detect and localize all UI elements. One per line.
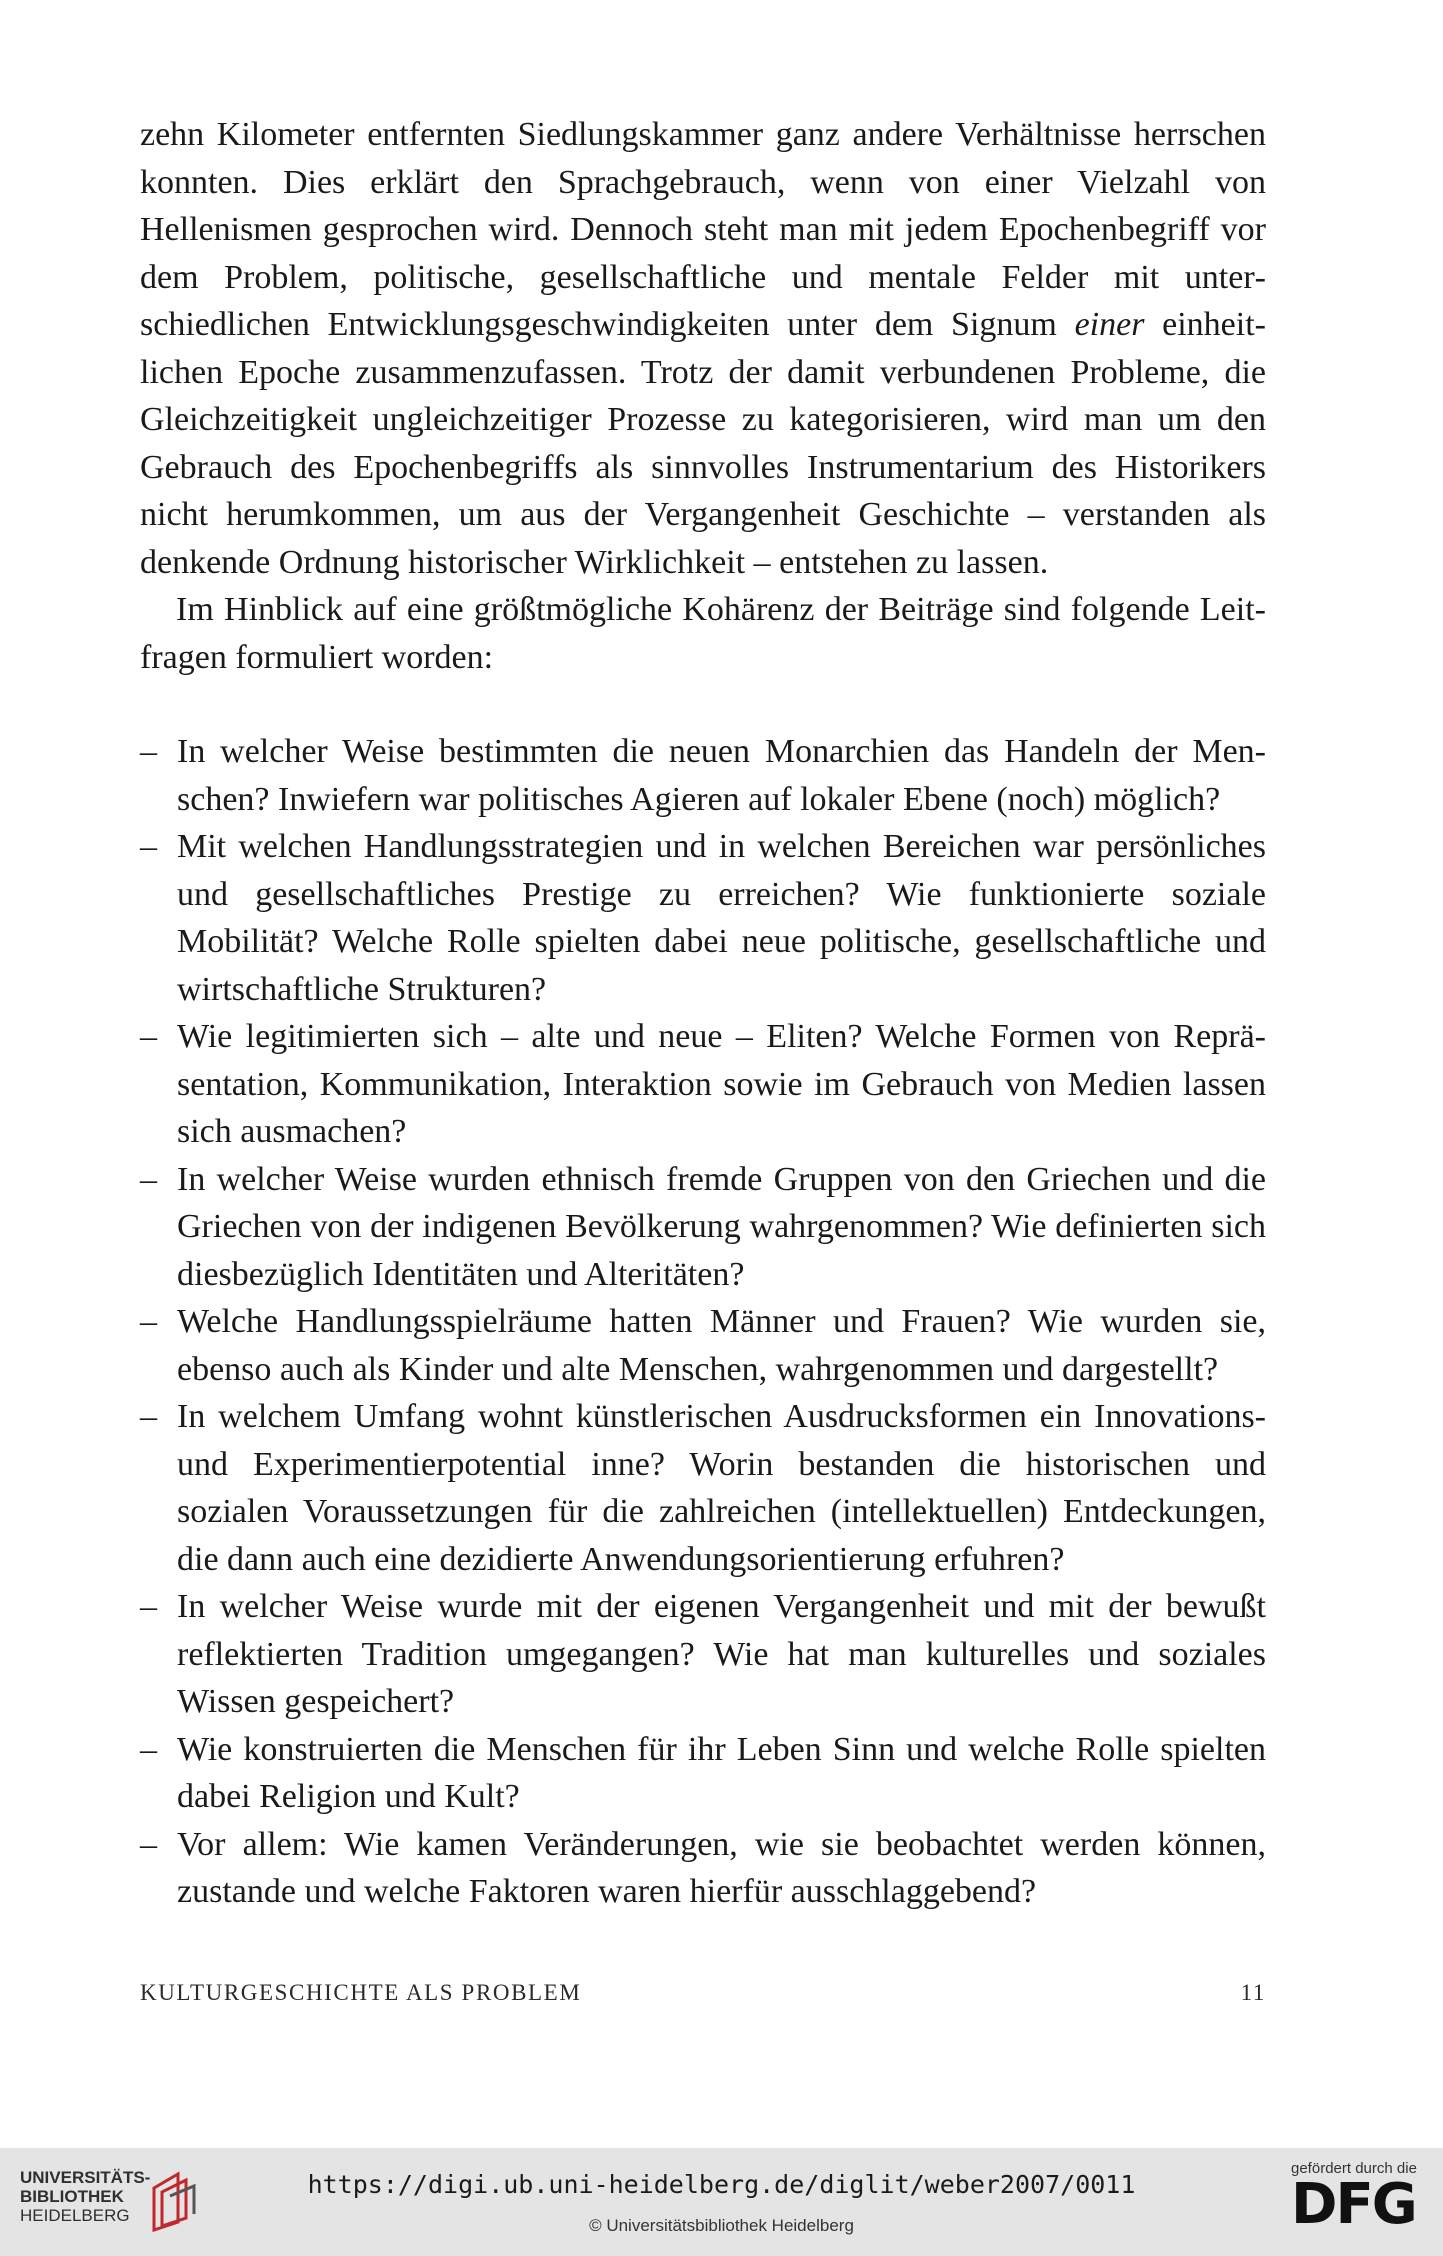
paragraph-1-start: zehn Kilometer entfernten Siedlungskammer ganz andere Verhältnisse herrschen konnten. Dies erklärt den Sprachgebrauch, wenn von einer Vielzahl von Hellenismen gesprochen wird. Dennoch steht man mit jedem Epochenbegriff vor dem Problem, politische, gesellschaftliche und mentale Felder mit unterschiedlichen Entwicklungsgeschwindigkeiten unter dem Signum xyxy=(140,116,1266,343)
funded-by-label: gefördert durch die xyxy=(1291,2160,1417,2177)
list-dash: – xyxy=(140,1730,157,1768)
question-text: In welcher Weise wurden ethnisch fremde Gruppen von den Griechen und die Griechen von der indigenen Bevölkerung wahrgenommen? Wie definierten sich diesbezüglich Identitäten und Alteritäten? xyxy=(177,1160,1266,1293)
library-name-line-2: BIBLIOTHEK xyxy=(20,2187,124,2206)
question-text: Mit welchen Handlungsstrategien und in welchen Bereichen war persönliches und gesellschaftliches Prestige zu erreichen? Wie funktionierte soziale Mobilität? Welche Rolle spielten dabei neue politische, gesellschaftliche und wirtschaftliche Strukturen? xyxy=(177,828,1266,1008)
question-text: In welcher Weise bestimmten die neuen Monarchien das Handeln der Menschen? Inwiefern war politisches Agieren auf lokaler Ebene (noch) möglich? xyxy=(177,733,1266,818)
question-text: Wie legitimierten sich – alte und neue – Eliten? Welche Formen von Repräsentation, Kommunikation, Interaktion sowie im Gebrauch von Medien lassen sich ausmachen? xyxy=(177,1018,1266,1150)
list-item xyxy=(140,823,1266,1013)
question-text: In welchem Umfang wohnt künstlerischen Ausdrucksformen ein Innovations- und Experimentierpotential inne? Worin bestanden die historischen und sozialen Voraussetzungen für die zahlreichen (intellektuellen) Entdeckungen, die dann auch eine dezidierte Anwendungsorientierung erfuhren? xyxy=(177,1398,1266,1578)
question-text: Wie konstruierten die Menschen für ihr Leben Sinn und welche Rolle spielten dabei Religion und Kult? xyxy=(177,1730,1266,1815)
list-item xyxy=(140,1726,1266,1821)
dfg-logo-icon: DFG xyxy=(1291,2172,1416,2237)
list-item xyxy=(140,1821,1266,1916)
list-item xyxy=(140,1013,1266,1156)
library-name-line-1: UNIVERSITÄTS- xyxy=(20,2168,151,2187)
question-list xyxy=(140,728,1266,1916)
list-item xyxy=(140,1583,1266,1726)
list-dash: – xyxy=(140,828,157,865)
library-name-line-3: HEIDELBERG xyxy=(20,2206,130,2225)
list-item xyxy=(140,1393,1266,1583)
body-text xyxy=(140,111,1266,1916)
permalink-url[interactable]: https://digi.ub.uni-heidelberg.de/diglit/weber2007/0011 xyxy=(307,2170,1136,2199)
dfg-funding[interactable] xyxy=(1291,2160,1421,2237)
question-text: Vor allem: Wie kamen Veränderungen, wie sie beobachtet werden können, zustande und welche Faktoren waren hierfür ausschlaggebend? xyxy=(177,1825,1266,1910)
paragraph-1 xyxy=(140,111,1266,586)
list-dash: – xyxy=(140,1160,157,1198)
list-dash: – xyxy=(140,1303,157,1340)
paragraph-1-end: einheitlichen Epoche zusammenzufassen. Trotz der damit verbundenen Probleme, die Gleichzeitigkeit ungleichzeitiger Prozesse zu kategorisieren, wird man um den Gebrauch des Epochenbegriffs als sinnvolles Instrumentarium des Historikers nicht herumkommen, um aus der Vergangenheit Geschichte – verstanden als denkende Ordnung historischer Wirklichkeit – entstehen zu lassen. xyxy=(140,306,1266,581)
list-dash: – xyxy=(140,1398,157,1435)
viewer-footer-bar xyxy=(0,2148,1443,2256)
list-item xyxy=(140,728,1266,823)
paragraph-2: Im Hinblick auf eine größtmögliche Kohärenz der Beiträge sind folgende Leitfragen formuliert worden: xyxy=(140,591,1266,676)
running-title: KULTURGESCHICHTE ALS PROBLEM xyxy=(140,1980,582,2005)
page-number: 11 xyxy=(1240,1980,1266,2005)
list-dash: – xyxy=(140,1825,157,1863)
list-item xyxy=(140,1156,1266,1299)
list-dash: – xyxy=(140,733,157,770)
emphasis-einer: einer xyxy=(1074,306,1145,343)
list-dash: – xyxy=(140,1018,157,1055)
list-item xyxy=(140,1298,1266,1393)
copyright-notice: © Universitätsbibliothek Heidelberg xyxy=(589,2216,854,2235)
question-text: Welche Handlungsspielräume hatten Männer und Frauen? Wie wurden sie, ebenso auch als Kinder und alte Menschen, wahrgenommen und dargestellt? xyxy=(177,1303,1266,1388)
running-footer xyxy=(140,1980,1266,2006)
list-dash: – xyxy=(140,1588,157,1625)
question-text: In welcher Weise wurde mit der eigenen Vergangenheit und mit der bewußt reflektierten Tradition umgegangen? Wie hat man kulturelles und soziales Wissen gespeichert? xyxy=(177,1588,1266,1720)
